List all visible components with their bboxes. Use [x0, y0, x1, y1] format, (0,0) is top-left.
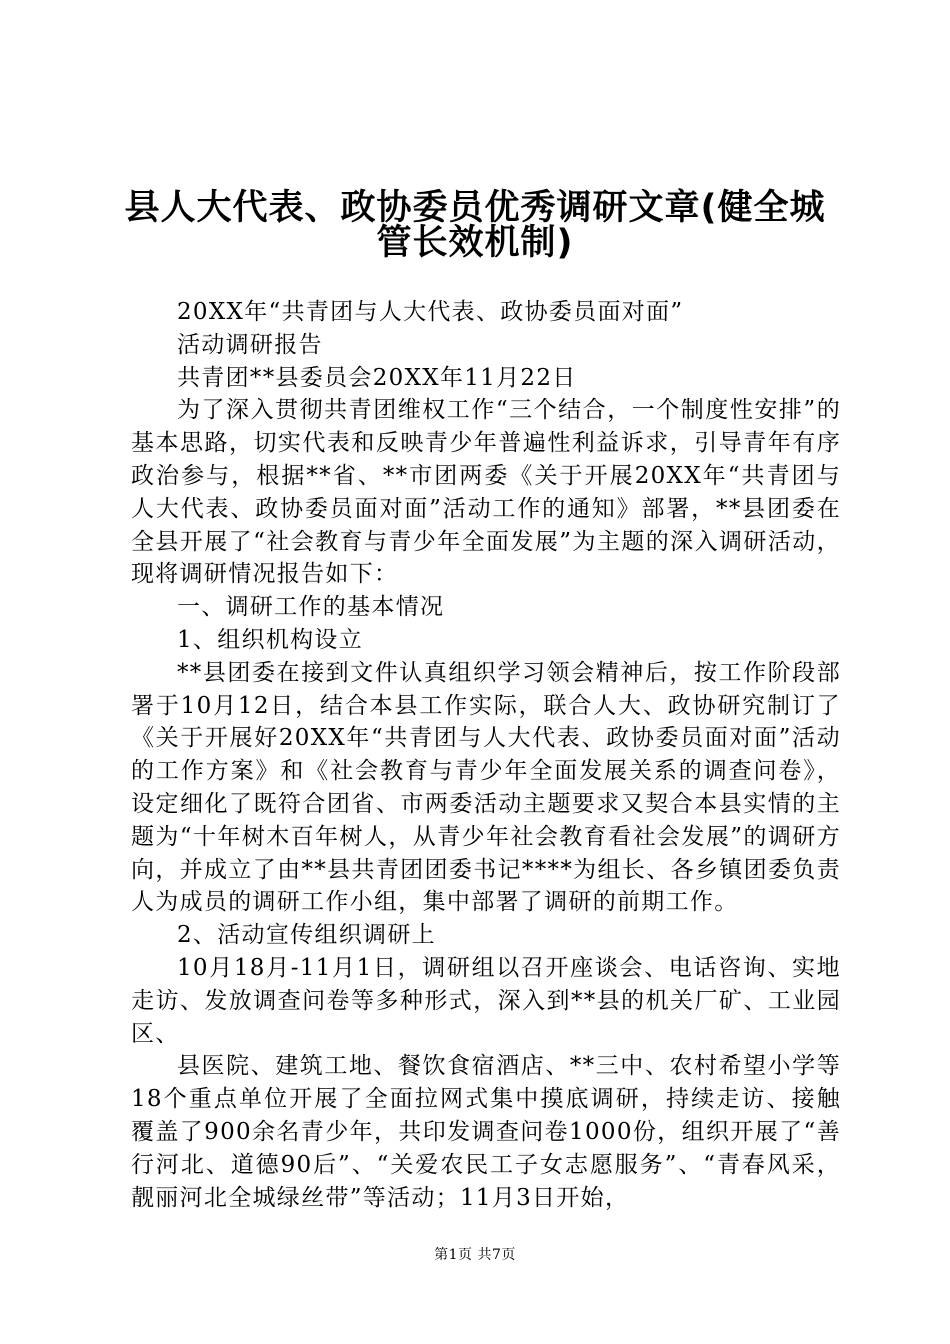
intro-paragraph: 为了深入贯彻共青团维权工作“三个结合，一个制度性安排”的基本思路，切实代表和反映青少年普遍性利益诉求，引导青年有序政治参与，根据**省、**市团两委《关于开展20XX年“共青团与人大代表、政协委员面对面”活动工作的通知》部署，**县团委在全县开展了“社会教育与青少年全面发展”为主题的深入调研活动，现将调研情况报告如下： — [131, 397, 841, 588]
document-title-line-2: 管长效机制) — [376, 223, 574, 263]
page-footer: 第1页 共7页 — [434, 1247, 516, 1263]
body-paragraph: 县医院、建筑工地、餐饮食宿酒店、**三中、农村希望小学等18个重点单位开展了全面拉网式集中摸底调研，持续走访、接触覆盖了900余名青少年，共印发调查问卷1000份，组织开展了“善行河北、道德90后”、“关爱农民工子女志愿服务”、“青春风采，靓丽河北全城绿丝带”等活动；11月3日开始， — [131, 1053, 841, 1211]
body-paragraph: **县团委在接到文件认真组织学习领会精神后，按工作阶段部署于10月12日，结合本县工作实际，联合人大、政协研究制订了《关于开展好20XX年“共青团与人大代表、政协委员面对面”活动的工作方案》和《社会教育与青少年全面发展关系的调查问卷》，设定细化了既符合团省、市两委活动主题要求又契合本县实情的主题为“十年树木百年树人，从青少年社会教育看社会发展”的调研方向，并成立了由**县共青团团委书记****为组长、各乡镇团委负责人为成员的调研工作小组，集中部署了调研的前期工作。 — [131, 659, 841, 916]
subsection-heading-2: 2、活动宣传组织调研上 — [177, 922, 436, 949]
document-body — [131, 296, 841, 1214]
section-heading-1: 一、调研工作的基本情况 — [177, 594, 445, 621]
subtitle-line-1: 20XX年“共青团与人大代表、政协委员面对面” — [177, 299, 684, 325]
author-date-line: 共青团**县委员会20XX年11月22日 — [177, 364, 577, 391]
document-title-line-1: 县人大代表、政协委员优秀调研文章(健全城 — [124, 188, 826, 228]
body-paragraph: 10月18月-11月1日，调研组以召开座谈会、电话咨询、实地走访、发放调查问卷等多种形式，深入到**县的机关厂矿、工业园区、 — [131, 954, 841, 1047]
subsection-heading-1: 1、组织机构设立 — [177, 626, 364, 653]
subtitle-line-2: 活动调研报告 — [177, 331, 323, 358]
